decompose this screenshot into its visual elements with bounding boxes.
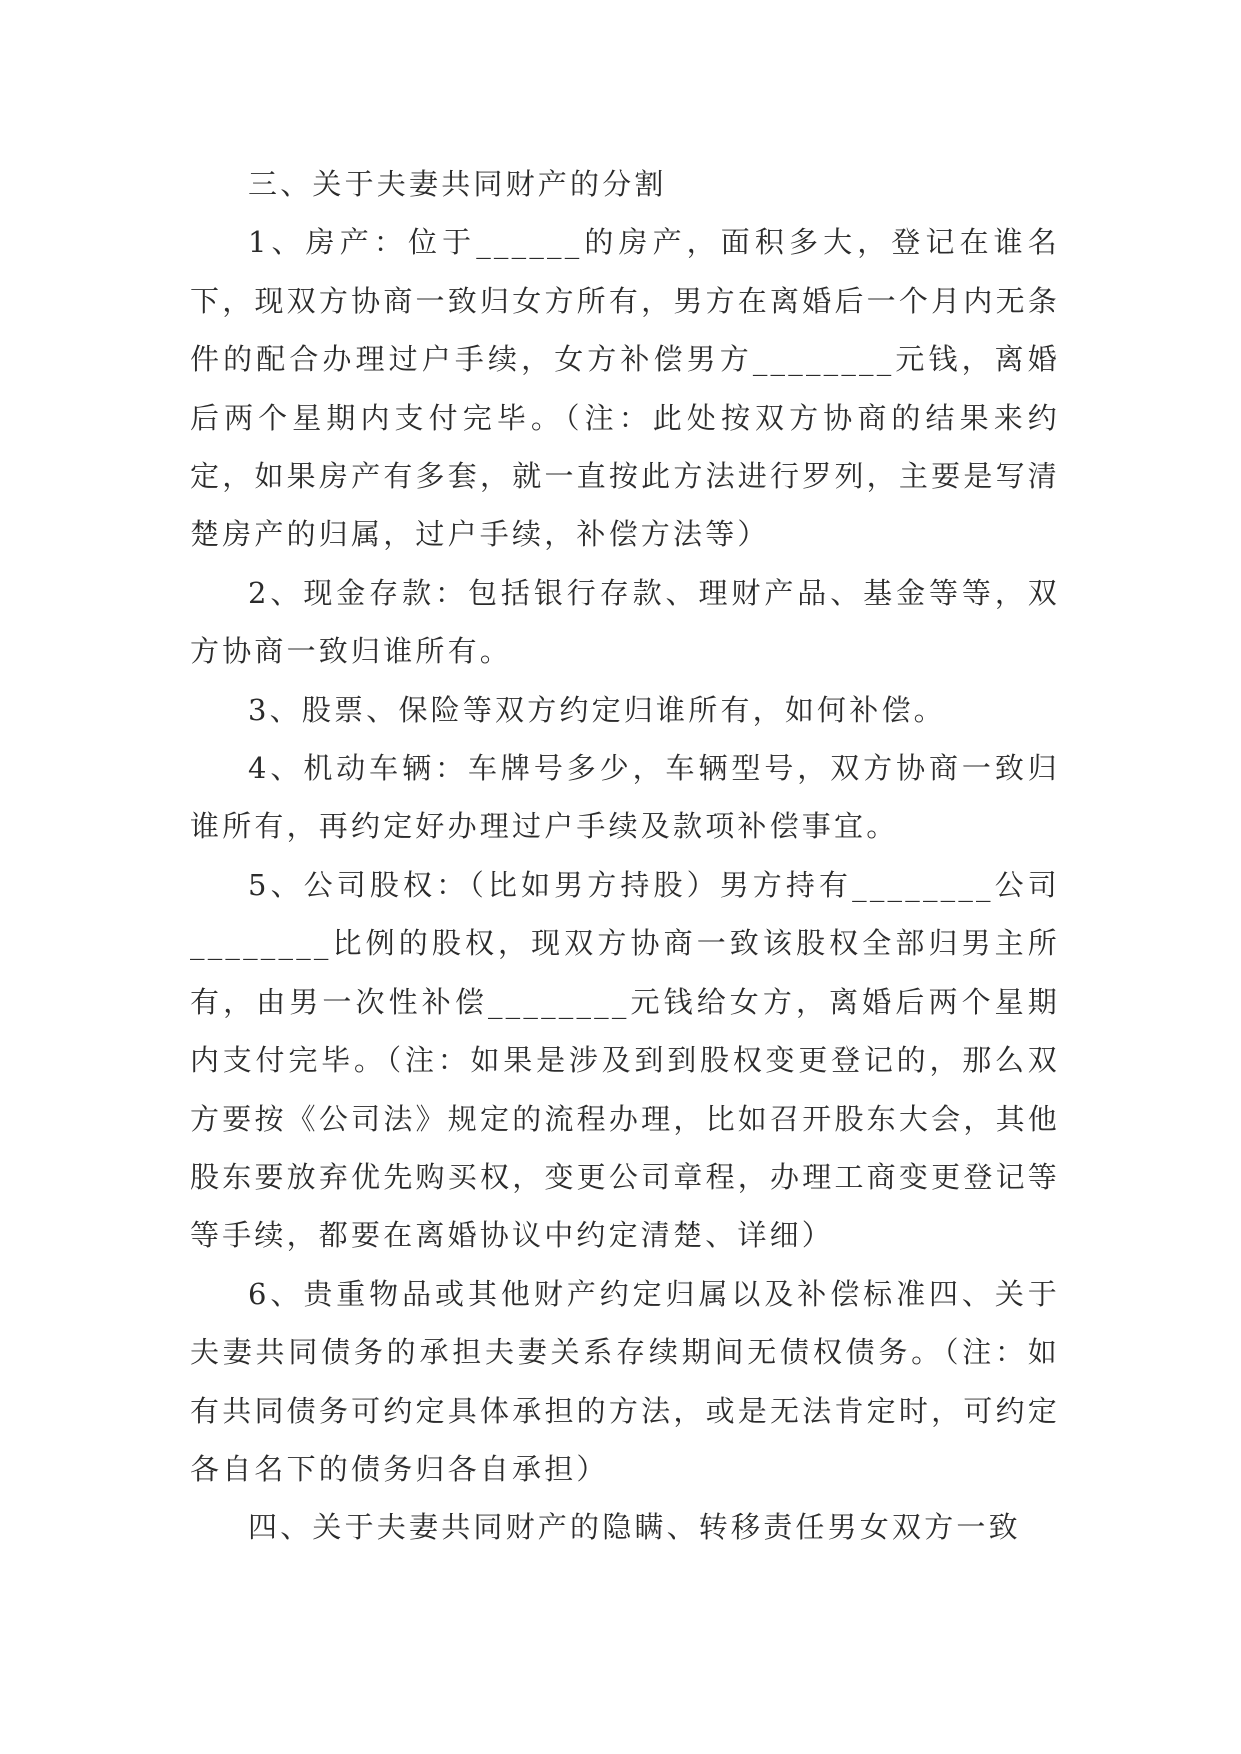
clause-cash-deposits: 2、现金存款：包括银行存款、理财产品、基金等等，双方协商一致归谁所有。 [190,575,1060,669]
clause-motor-vehicles: 4、机动车辆：车牌号多少，车辆型号，双方协商一致归谁所有，再约定好办理过户手续及款项补偿事宜。 [190,751,1060,844]
section-heading-concealment: 四、关于夫妻共同财产的隐瞒、转移责任男女双方一致 [248,1510,1021,1545]
section-heading-property-division: 三、关于夫妻共同财产的分割 [248,167,667,201]
document-body [190,155,1060,1557]
clause-real-estate: 1、房产：位于______的房产，面积多大，登记在谁名下，现双方协商一致归女方所有，男方在离婚后一个月内无条件的配合办理过户手续，女方补偿男方________元钱，离婚后两个星期内支付完毕。（注：此处按双方协商的结果来约定，如果房产有多套，就一直按此方法进行罗列，主要是写清楚房产的归属，过户手续，补偿方法等） [190,225,1060,552]
clause-stocks-insurance: 3、股票、保险等双方约定归谁所有，如何补偿。 [248,692,946,727]
clause-valuables-and-debts: 6、贵重物品或其他财产约定归属以及补偿标准四、关于夫妻共同债务的承担夫妻关系存续期间无债权债务。（注：如有共同债务可约定具体承担的方法，或是无法肯定时，可约定各自名下的债务归各自承担） [190,1276,1060,1486]
clause-company-equity: 5、公司股权：（比如男方持股）男方持有________公司________比例的股权，现双方协商一致该股权全部归男主所有，由男一次性补偿________元钱给女方，离婚后两个星期内支付完毕。（注：如果是涉及到到股权变更登记的，那么双方要按《公司法》规定的流程办理，比如召开股东大会，其他股东要放弃优先购买权，变更公司章程，办理工商变更登记等等手续，都要在离婚协议中约定清楚、详细） [190,867,1060,1253]
